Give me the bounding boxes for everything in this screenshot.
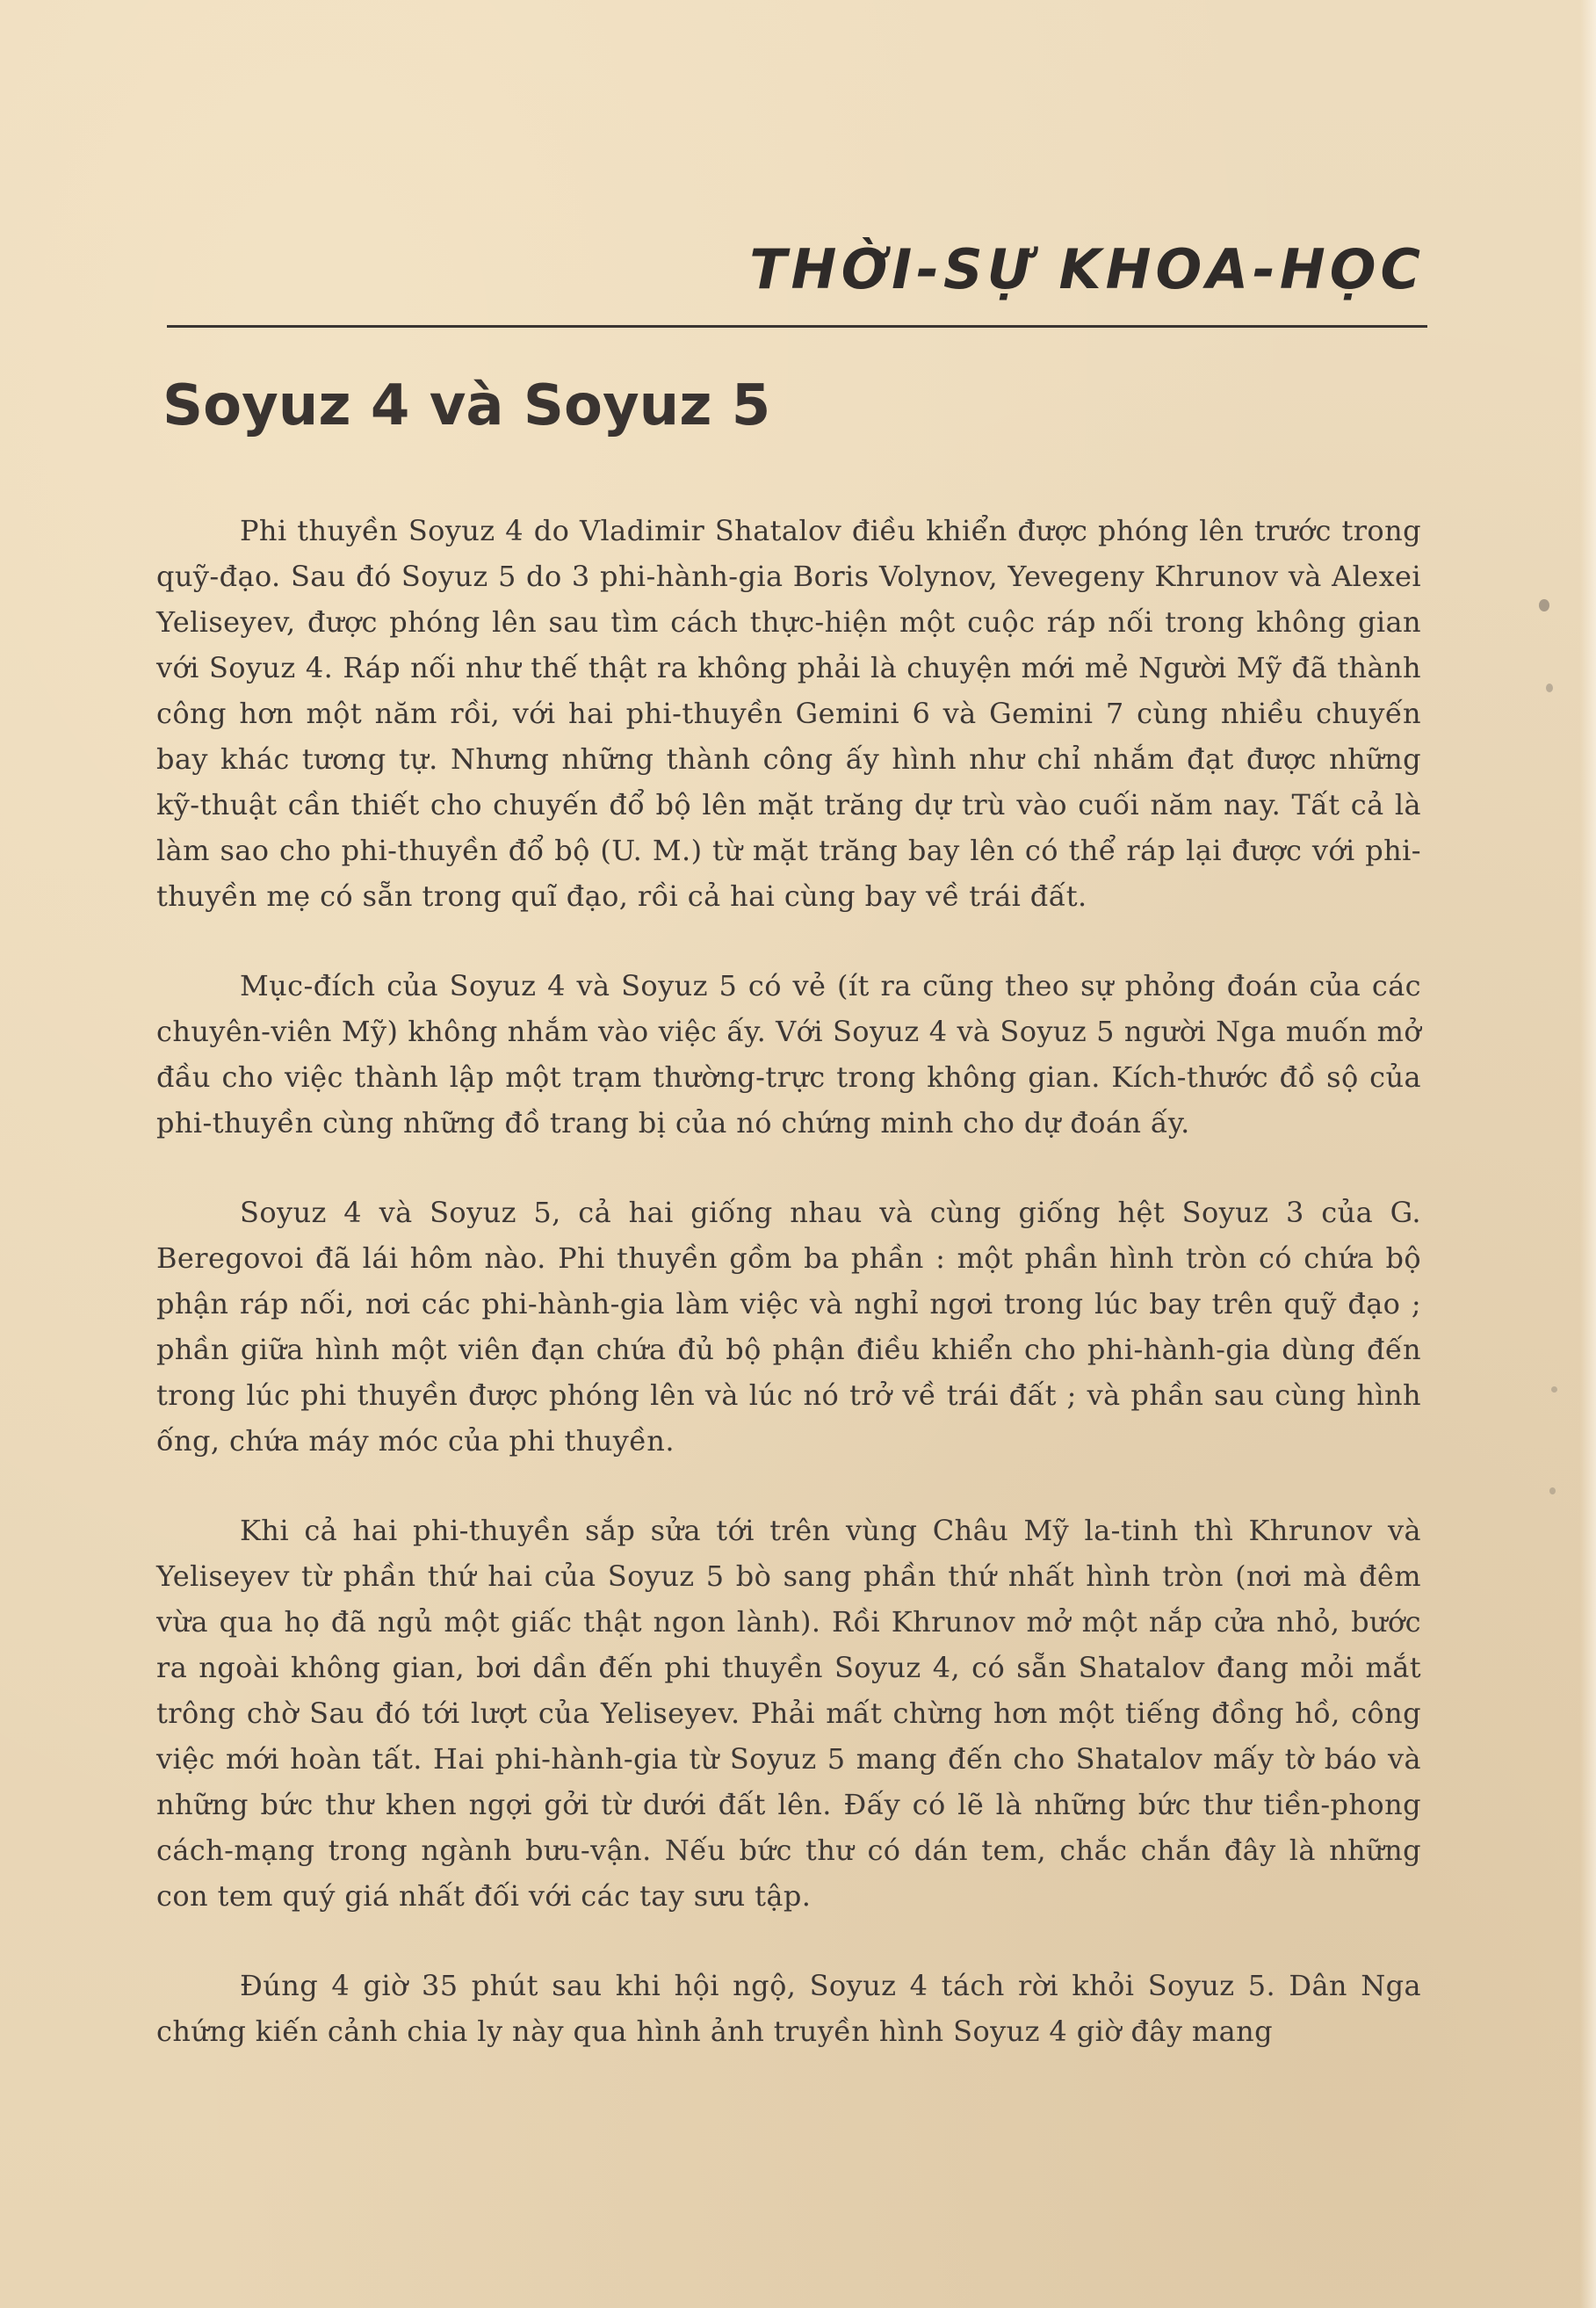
paper-blemish xyxy=(1551,1386,1557,1393)
paragraph-3: Soyuz 4 và Soyuz 5, cả hai giống nhau và cùng giống hệt Soyuz 3 của G. Beregovoi đã lái hôm nào. Phi thuyền gồm ba phần : một phần hình tròn có chứa bộ phận ráp nối, nơi các phi-hành-gia làm việc và nghỉ ngơi trong lúc bay trên quỹ đạo ; phần giữa hình một viên đạn chứa đủ bộ phận điều khiển cho phi-hành-gia dùng đến trong lúc phi thuyền được phóng lên và lúc nó trở về trái đất ; và phần sau cùng hình ống, chứa máy móc của phi thuyền. xyxy=(156,1196,1421,1458)
paper-blemish xyxy=(1539,599,1549,611)
paragraph-2: Mục-đích của Soyuz 4 và Soyuz 5 có vẻ (ít ra cũng theo sự phỏng đoán của các chuyên-viên Mỹ) không nhắm vào việc ấy. Với Soyuz 4 và Soyuz 5 người Nga muốn mở đầu cho việc thành lập một trạm thường-trực trong không gian. Kích-thước đồ sộ của phi-thuyền cùng những đồ trang bị của nó chứng minh cho dự đoán ấy. xyxy=(156,969,1421,1140)
paragraph-5: Đúng 4 giờ 35 phút sau khi hội ngộ, Soyuz 4 tách rời khỏi Soyuz 5. Dân Nga chứng kiến cảnh chia ly này qua hình ảnh truyền hình Soyuz 4 giờ đây mang xyxy=(156,1969,1421,2048)
heading-divider xyxy=(167,325,1427,328)
paper-blemish xyxy=(1546,684,1553,692)
paragraph-4: Khi cả hai phi-thuyền sắp sửa tới trên vùng Châu Mỹ la-tinh thì Khrunov và Yeliseyev từ phần thứ hai của Soyuz 5 bò sang phần thứ nhất hình tròn (nơi mà đêm vừa qua họ đã ngủ một giấc thật ngon lành). Rồi Khrunov mở một nắp cửa nhỏ, bước ra ngoài không gian, bơi dần đến phi thuyền Soyuz 4, có sẵn Shatalov đang mỏi mắt trông chờ Sau đó tới lượt của Yeliseyev. Phải mất chừng hơn một tiếng đồng hồ, công việc mới hoàn tất. Hai phi-hành-gia từ Soyuz 5 mang đến cho Shatalov mấy tờ báo và những bức thư khen ngợi gởi từ dưới đất lên. Đấy có lẽ là những bức thư tiền-phong cách-mạng trong ngành bưu-vận. Nếu bức thư có dán tem, chắc chắn đây là những con tem quý giá nhất đối với các tay sưu tập. xyxy=(156,1514,1421,1913)
paper-blemish xyxy=(1549,1487,1556,1494)
page-edge xyxy=(1580,0,1596,2308)
article-body xyxy=(156,508,1421,2054)
article-title: Soyuz 4 và Soyuz 5 xyxy=(162,373,771,438)
section-heading: THỜI-SỰ KHOA-HỌC xyxy=(749,237,1425,301)
paragraph-1: Phi thuyền Soyuz 4 do Vladimir Shatalov điều khiển được phóng lên trước trong quỹ-đạo. Sau đó Soyuz 5 do 3 phi-hành-gia Boris Volynov, Yevegeny Khrunov và Alexei Yeliseyev, được phóng lên sau tìm cách thực-hiện một cuộc ráp nối trong không gian với Soyuz 4. Ráp nối như thế thật ra không phải là chuyện mới mẻ Người Mỹ đã thành công hơn một năm rồi, với hai phi-thuyền Gemini 6 và Gemini 7 cùng nhiều chuyến bay khác tương tự. Nhưng những thành công ấy hình như chỉ nhắm đạt được những kỹ-thuật cần thiết cho chuyến đổ bộ lên mặt trăng dự trù vào cuối năm nay. Tất cả là làm sao cho phi-thuyền đổ bộ (U. M.) từ mặt trăng bay lên có thể ráp lại được với phi-thuyền mẹ có sẵn trong quĩ đạo, rồi cả hai cùng bay về trái đất. xyxy=(156,514,1421,913)
